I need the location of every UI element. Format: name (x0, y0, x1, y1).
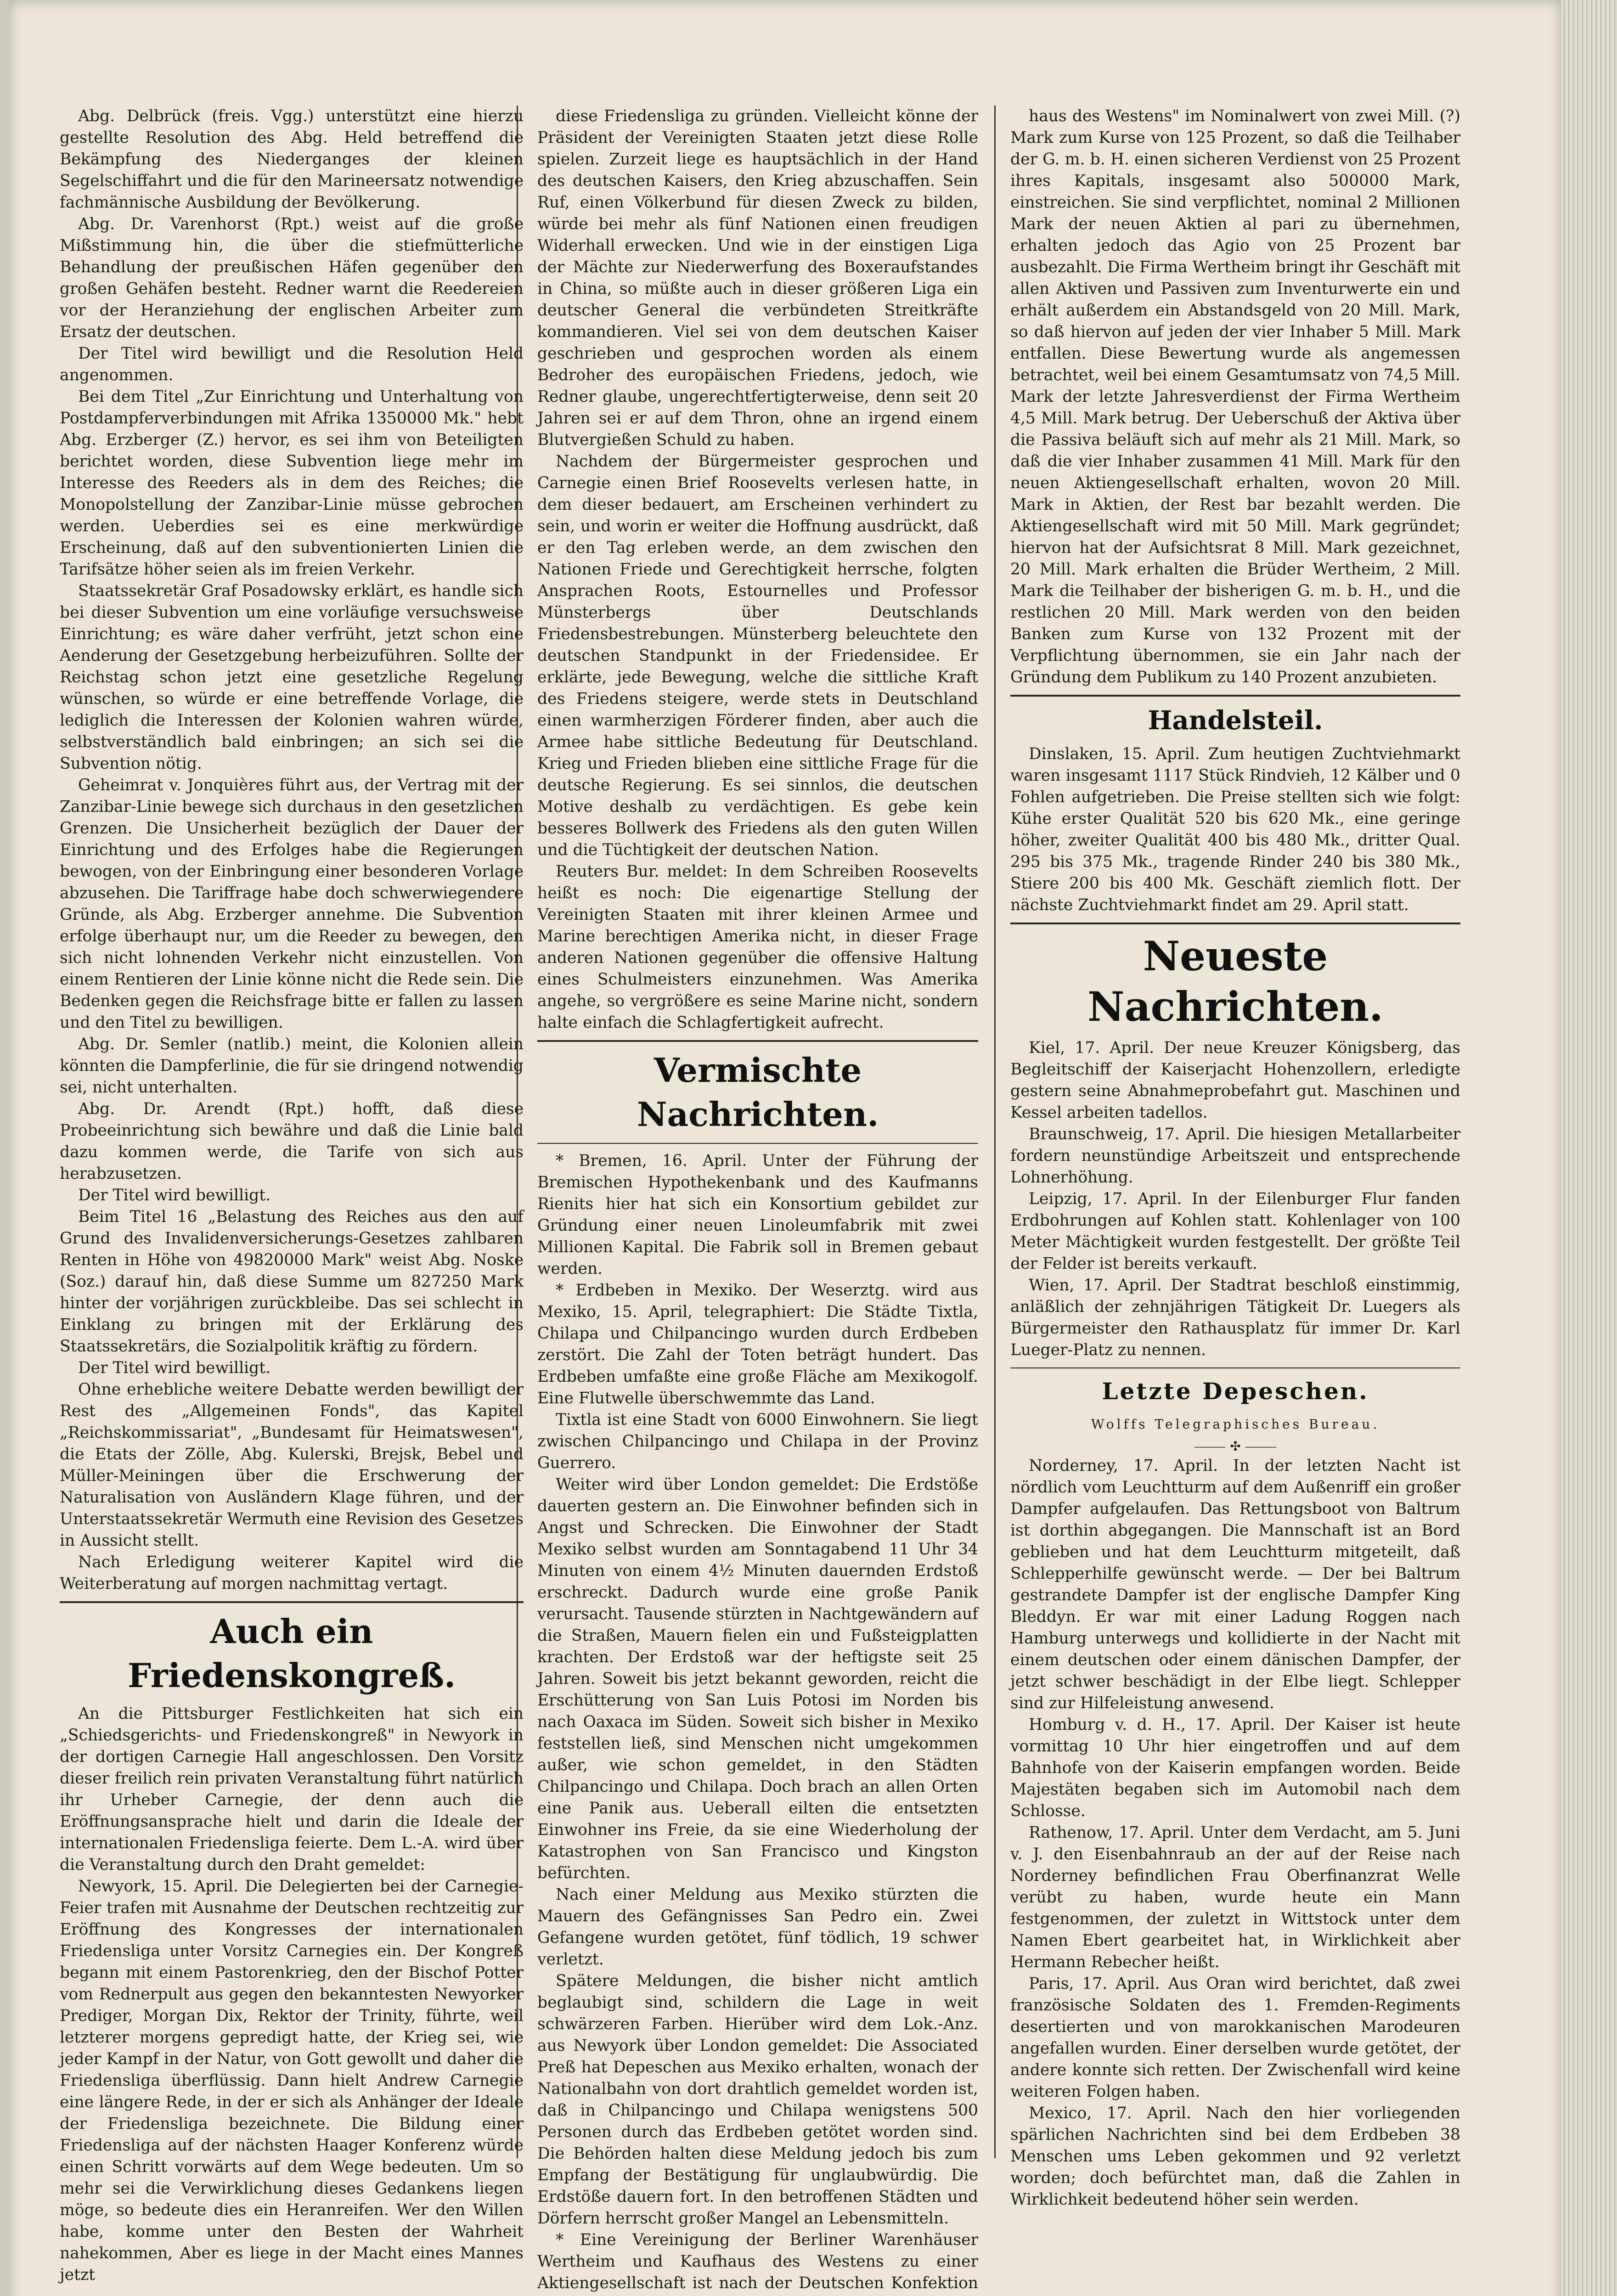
paragraph: Homburg v. d. H., 17. April. Der Kaiser ist heute vormittag 10 Uhr hier eingetroffen und auf dem Bahnhofe von der Kaiserin empfangen worden. Beide Majestäten begaben sich im Automobil nach dem Schlosse. (1010, 1716, 1460, 1820)
paragraph: haus des Westens" im Nominalwert von zwei Mill. (?) Mark zum Kurse von 125 Prozent, so daß die Teilhaber der G. m. b. H. einen sicheren Verdienst von 25 Prozent ihres Kapitals, insgesamt also 500000 Mark, einstreichen. Sie sind verpflichtet, nominal 2 Millionen Mark der neuen Aktien al pari zu übernehmen, erhalten jedoch das Agio von 25 Prozent bar ausbezahlt. Die Firma Wertheim bringt ihr Geschäft mit allen Aktiven und Passiven zum Inventurwerte ein und erhält außerdem ein Abstandsgeld von 20 Mill. Mark, so daß hiervon auf jeden der vier Inhaber 5 Mill. Mark entfallen. Diese Bewertung wurde als angemessen betrachtet, weil bei einem Gesamtumsatz von 74,5 Mill. Mark der letzte Jahresverdienst der Firma Wertheim 4,5 Mill. Mark betrug. Der Ueberschuß der Aktiva über die Passiva beläuft sich auf mehr als 21 Mill. Mark, so daß die vier Inhaber zusammen 41 Mill. Mark für den neuen Aktiengesellschaft erhalten, wovon 20 Mill. Mark in Aktien, der Rest bar bezahlt werden. Die Aktiengesellschaft wird mit 50 Mill. Mark gegründet; hiervon hat der Aufsichtsrat 8 Mill. Mark gezeichnet, 20 Mill. Mark erhalten die Brüder Wertheim, 2 Mill. Mark die Teilhaber der bisherigen G. m. b. H., und die restlichen 20 Mill. Mark werden von den beiden Banken zum Kurse von 132 Prozent mit der Verpflichtung übernommen, sie ein Jahr nach der Gründung dem Publikum zu 140 Prozent anzubieten. (1010, 107, 1460, 687)
section-divider (60, 1601, 524, 1603)
paragraph: Staatssekretär Graf Posadowsky erklärt, es handle sich bei dieser Subvention um eine vorläufige versuchsweise Einrichtung; es wäre daher verfrüht, jetzt schon eine Aenderung der Gesetzgebung herbeizuführen. Sollte der Reichstag schon jetzt eine gesetzliche Regelung wünschen, so würde er eine betreffende Vorlage, die lediglich die Interessen der Kolonien wahren würde, selbstverständlich bald einbringen; an sich sei die Subvention nötig. (60, 582, 524, 773)
paragraph: An die Pittsburger Festlichkeiten hat sich ein „Schiedsgerichts- und Friedenskongreß" in Newyork in der dortigen Carnegie Hall angeschlossen. Den Vorsitz dieser freilich rein privaten Veranstaltung führt natürlich ihr Urheber Carnegie, der denn auch die Eröffnungsansprache hielt und darin die Ideale der internationalen Friedensliga feierte. Dem L.-A. wird über die Veranstaltung durch den Draht gemeldet: (60, 1705, 524, 1874)
column-left (60, 106, 524, 2286)
section-divider (1010, 1367, 1460, 1368)
book-page-edges (1561, 0, 1617, 2296)
paragraph: Ohne erhebliche weitere Debatte werden bewilligt der Rest des „Allgemeinen Fonds", das Kapitel „Reichskommissariat", „Bundesamt für Heimatswesen", die Etats der Zölle, Abg. Kulerski, Brejsk, Bebel und Müller-Meiningen über die Erschwerung der Naturalisation von Ausländern Klage führen, und der Unterstaatssekretär Wermuth eine Revision des Gesetzes in Aussicht stellt. (60, 1380, 524, 1550)
paragraph: Leipzig, 17. April. In der Eilenburger Flur fanden Erdbohrungen auf Kohlen statt. Kohlenlager von 100 Meter Mächtigkeit wurden festgestellt. Der größte Teil der Felder ist bereits verkauft. (1010, 1190, 1460, 1273)
paragraph: Mexico, 17. April. Nach den hier vorliegenden spärlichen Nachrichten sind bei dem Erdbeben 38 Menschen ums Leben gekommen und 92 verletzt worden; doch befürchtet man, daß die Zahlen in Wirklichkeit bedeutend höher sein werden. (1010, 2104, 1460, 2209)
column-rule-right (994, 106, 996, 2158)
fleuron-ornament: ⸻ ✣ ⸻ (1194, 1439, 1277, 1454)
newspaper-page (9, 0, 1561, 2296)
paragraph: Spätere Meldungen, die bisher nicht amtlich beglaubigt sind, schildern die Lage in weit schwärzeren Farben. Hierüber wird dem Lok.-Anz. aus Newyork über London gemeldet: Die Associated Preß hat Depeschen aus Mexiko erhalten, wonach der Nationalbahn von dort drahtlich gemeldet worden ist, daß in Chilpancingo und Chilapa wenigstens 500 Personen durch das Erdbeben getötet worden sind. Die Behörden halten diese Meldung jedoch bis zum Empfang der Bestätigung für unglaubwürdig. Die Erdstöße dauern fort. In den betroffenen Städten und Dörfern herrscht großer Mangel an Lebensmitteln. (537, 1972, 978, 2228)
paragraph: Braunschweig, 17. April. Die hiesigen Metallarbeiter fordern neunstündige Arbeitszeit und entsprechende Lohnerhöhung. (1010, 1125, 1460, 1187)
paragraph: Bei dem Titel „Zur Einrichtung und Unterhaltung von Postdampferverbindungen mit Afrika 1350000 Mk." hebt Abg. Erzberger (Z.) hervor, es sei ihm von Beteiligten berichtet worden, diese Subvention liege mehr im Interesse des Reeders als in dem des Reiches; die Monopolstellung der Zanzibar-Linie müsse gebrochen werden. Ueberdies sei es eine merkwürdige Erscheinung, daß auf den subventionierten Linien die Tarifsätze höher seien als im freien Verkehr. (60, 388, 524, 579)
section-divider (1010, 923, 1460, 924)
paragraph: Abg. Delbrück (freis. Vgg.) unterstützt eine hierzu gestellte Resolution des Abg. Held betreffend die Bekämpfung des Niederganges der kleinen Segelschiffahrt und die für den Marineersatz notwendige fachmännische Ausbildung der Bevölkerung. (60, 107, 524, 212)
paragraph: Nach Erledigung weiterer Kapitel wird die Weiterberatung auf morgen nachmittag vertagt. (60, 1553, 524, 1593)
paragraph: Geheimrat v. Jonquières führt aus, der Vertrag mit der Zanzibar-Linie bewege sich durchaus in den gesetzlichen Grenzen. Die Unsicherheit bezüglich der Dauer der Einrichtung und des Erfolges habe die Regierungen bewogen, von der Einbringung einer besonderen Vorlage abzusehen. Die Tariffrage habe doch schwerwiegendere Gründe, als Abg. Erzberger annehme. Die Subvention erfolge überhaupt nur, um die Reeder zu bewegen, den sich nicht lohnenden Verkehr nicht einzustellen. Von einem Rentieren der Linie könne nicht die Rede sein. Die Bedenken gegen die Reichsfrage bitte er fallen zu lassen und den Titel zu bewilligen. (60, 776, 524, 1032)
paragraph: * Bremen, 16. April. Unter der Führung der Bremischen Hypothekenbank und des Kaufmanns Rienits hier hat sich ein Konsortium gebildet zur Gründung einer neuen Linoleumfabrik mit zwei Millionen Kapital. Die Fabrik soll in Bremen gebaut werden. (537, 1152, 978, 1278)
section-divider (537, 1040, 978, 1042)
section-divider (537, 1143, 978, 1144)
paragraph: * Erdbeben in Mexiko. Der Weserztg. wird aus Mexiko, 15. April, telegraphiert: Die Städte Tixtla, Chilapa und Chilpancingo wurden durch Erdbeben zerstört. Die Zahl der Toten beträgt hundert. Das Erdbeben umfaßte eine große Fläche am Mexikogolf. Eine Flutwelle überschwemmte das Land. (537, 1281, 978, 1407)
paragraph: Wien, 17. April. Der Stadtrat beschloß einstimmig, anläßlich der zehnjährigen Tätigkeit Dr. Luegers als Bürgermeister den Rathausplatz für immer Dr. Karl Lueger-Platz zu nennen. (1010, 1276, 1460, 1359)
column-middle (524, 106, 992, 2296)
heading-vermischte-nachrichten: Vermischte Nachrichten. (637, 1051, 879, 1134)
heading-handelsteil: Handelsteil. (1148, 705, 1323, 736)
heading-neueste-nachrichten: Neueste Nachrichten. (1087, 932, 1383, 1030)
paragraph: Beim Titel 16 „Belastung des Reiches aus den auf Grund des Invalidenversicherungs-Gesetzes zahlbaren Renten in Höhe von 49820000 Mark" weist Abg. Noske (Soz.) darauf hin, daß diese Summe um 827250 Mark hinter der vorjährigen zurückbleibe. Das sei schlecht in Einklang zu bringen mit der Erklärung des Staatssekretärs, die Sozialpolitik kräftig zu fördern. (60, 1208, 524, 1356)
paragraph: Tixtla ist eine Stadt von 6000 Einwohnern. Sie liegt zwischen Chilpancingo und Chilapa in der Provinz Guerrero. (537, 1411, 978, 1472)
paragraph: Der Titel wird bewilligt und die Resolution Held angenommen. (60, 344, 524, 384)
paragraph: Rathenow, 17. April. Unter dem Verdacht, am 5. Juni v. J. den Eisenbahnraub an der auf der Reise nach Norderney befindlichen Frau Oberfinanzrat Welle verübt zu haben, wurde heute ein Mann festgenommen, der zuletzt in Wittstock unter dem Namen Ebert gearbeitet hat, in Wirklichkeit aber Hermann Rebecher heißt. (1010, 1823, 1460, 1971)
section-divider (1010, 695, 1460, 697)
paragraph: Nachdem der Bürgermeister gesprochen und Carnegie einen Brief Roosevelts verlesen hatte, in dem dieser bedauert, am Erscheinen verhindert zu sein, und worin er weiter die Hoffnung ausdrückt, daß er den Tag erleben werde, an dem zwischen den Nationen Friede und Gerechtigkeit herrsche, folgten Ansprachen Roots, Estournelles und Professor Münsterbergs über Deutschlands Friedensbestrebungen. Münsterberg beleuchtete den deutschen Standpunkt in der Friedensidee. Er erklärte, jede Bewegung, welche die sittliche Kraft des Friedens steigere, werde stets in Deutschland einen warmherzigen Förderer finden, aber auch die Armee habe sittliche Bedeutung für Deutschland. Krieg und Frieden blieben eine sittliche Frage für die deutsche Regierung. Es sei sinnlos, die deutschen Motive deshalb zu verdächtigen. Es gebe kein besseres Bollwerk des Friedens als den guten Willen und die Tüchtigkeit der deutschen Nation. (537, 452, 978, 859)
paragraph: Weiter wird über London gemeldet: Die Erdstöße dauerten gestern an. Die Einwohner befinden sich in Angst und Schrecken. Die Einwohner der Stadt Mexiko selbst wurden am Sonntagabend 11 Uhr 34 Minuten von einem 4½ Minuten dauernden Erdstoß erschreckt. Dadurch wurde eine große Panik verursacht. Tausende stürzten in Nachtgewändern auf die Straßen, Mauern fielen ein und Fußsteigplatten krachten. Der Erdstoß war der heftigste seit 25 Jahren. Soweit bis jetzt bekannt geworden, reicht die Erschütterung von San Luis Potosi im Norden bis nach Oaxaca im Süden. Soweit sich bisher in Mexiko feststellen ließ, sind Menschen nicht umgekommen außer, wie schon gemeldet, in den Städten Chilpancingo und Chilapa. Doch brach an allen Orten eine Panik aus. Ueberall eilten die entsetzten Einwohner ins Freie, da sie eine Wiederholung der Katastrophen von San Francisco und Kingston befürchten. (537, 1475, 978, 1882)
paragraph: diese Friedensliga zu gründen. Vielleicht könne der Präsident der Vereinigten Staaten jetzt diese Rolle spielen. Zurzeit liege es hauptsächlich in der Hand des deutschen Kaisers, den Krieg abzuschaffen. Sein Ruf, einen Völkerbund für diesen Zweck zu bilden, würde bei mehr als fünf Nationen einen freudigen Widerhall erwecken. Und wie in der einstigen Liga der Mächte zur Niederwerfung des Boxeraufstandes in China, so müßte auch in dieser größeren Liga ein deutscher General die verbündeten Streitkräfte kommandieren. Viel sei von dem deutschen Kaiser geschrieben und gesprochen worden als einem Bedroher des europäischen Friedens, jedoch, wie Redner glaube, ungerechtfertigterweise, denn seit 20 Jahren sei er auf dem Thron, ohne an irgend einem Blutvergießen Schuld zu haben. (537, 107, 978, 449)
paragraph: Der Titel wird bewilligt. (78, 1359, 271, 1377)
paragraph: Newyork, 15. April. Die Delegierten bei der Carnegie-Feier trafen mit Ausnahme der Deutschen rechtzeitig zur Eröffnung des Kongresses der internationalen Friedensliga unter Vorsitz Carnegies ein. Der Kongreß begann mit einem Pastorenkrieg, den der Bischof Potter vom Rednerpult aus gegen den bekanntesten Newyorker Prediger, Morgan Dix, Rektor der Trinity, führte, weil letzterer morgens gepredigt hatte, der Krieg sei, wie jeder Kampf in der Natur, von Gott gewollt und daher die Friedensliga überflüssig. Dann hielt Andrew Carnegie eine längere Rede, in der er sich als Anhänger der Ideale der Friedensliga bezeichnete. Die Bildung einer Friedensliga auf der nächsten Haager Konferenz würde einen Schritt vorwärts auf dem Wege bedeuten. Um so mehr sei die Verwirklichung dieses Gedankens liegen möge, so bedeute dies ein Heranreifen. Wer den Willen habe, komme unter den Besten der Wahrheit nahekommen, Aber es liege in der Macht eines Mannes jetzt (60, 1877, 524, 2284)
paragraph: Abg. Dr. Varenhorst (Rpt.) weist auf die große Mißstimmung hin, die über die stiefmütterliche Behandlung der preußischen Häfen gegenüber den großen Gehäfen besteht. Redner warnt die Reedereien vor der Heranziehung der englischen Arbeiter zum Ersatz der deutschen. (60, 215, 524, 341)
column-right (1001, 106, 1470, 2211)
paragraph: * Eine Vereinigung der Berliner Warenhäuser Wertheim und Kaufhaus des Westens zu einer Aktiengesellschaft ist nach der Deutschen Konfektion (537, 2231, 978, 2292)
subheading-wolff-bureau: Wolffs Telegraphisches Bureau. (1091, 1417, 1380, 1432)
paragraph: Paris, 17. April. Aus Oran wird berichtet, daß zwei französische Soldaten des 1. Fremden-Regiments desertierten und von marokkanischen Marodeuren angefallen wurden. Einer derselben wurde getötet, der andere konnte sich retten. Der Zwischenfall wird keine weiteren Folgen haben. (1010, 1975, 1460, 2101)
heading-letzte-depeschen: Letzte Depeschen. (1102, 1378, 1369, 1405)
paragraph: Abg. Dr. Arendt (Rpt.) hofft, daß diese Probeeinrichtung sich bewähre und daß die Linie bald dazu kommen werde, die Tarife von sich aus herabzusetzen. (60, 1100, 524, 1183)
paragraph: Norderney, 17. April. In der letzten Nacht ist nördlich vom Leuchtturm auf dem Außenriff ein großer Dampfer aufgelaufen. Das Rettungsboot von Baltrum ist dorthin abgegangen. Die Mannschaft ist an Bord geblieben und hat dem Leuchtturm mitgeteilt, daß Schlepperhilfe gewünscht werde. — Der bei Baltrum gestrandete Dampfer ist der englische Dampfer King Bleddyn. Er war mit einer Ladung Roggen nach Hamburg unterwegs und kollidierte in der Nacht mit einem deutschen oder einem dänischen Dampfer, der jetzt schwer beschädigt in der Elbe liegt. Schlepper sind zur Hilfeleistung anwesend. (1010, 1457, 1460, 1712)
paragraph: Nach einer Meldung aus Mexiko stürzten die Mauern des Gefängnisses San Pedro ein. Zwei Gefangene wurden getötet, fünf tödlich, 19 schwer verletzt. (537, 1885, 978, 1969)
paragraph: Reuters Bur. meldet: In dem Schreiben Roosevelts heißt es noch: Die eigenartige Stellung der Vereinigten Staaten mit ihrer kleinen Armee und Marine berechtigen Amerika nicht, in dieser Frage anderen Nationen gegenüber die offensive Haltung eines Schulmeisters einzunehmen. Was Amerika angehe, so vergrößere es seine Marine nicht, sondern halte einfach die Schlagfertigkeit aufrecht. (537, 862, 978, 1032)
paragraph: Abg. Dr. Semler (natlib.) meint, die Kolonien allein könnten die Dampferlinie, die für sie dringend notwendig sei, nicht unterhalten. (60, 1035, 524, 1097)
paragraph: Der Titel wird bewilligt. (78, 1186, 271, 1204)
paragraph: Dinslaken, 15. April. Zum heutigen Zuchtviehmarkt waren insgesamt 1117 Stück Rindvieh, 12 Kälber und 0 Fohlen aufgetrieben. Die Preise stellten sich wie folgt: Kühe erster Qualität 520 bis 620 Mk., eine geringe höher, zweiter Qualität 400 bis 480 Mk., dritter Qual. 295 bis 375 Mk., tragende Rinder 240 bis 380 Mk., Stiere 200 bis 400 Mk. Geschäft ziemlich flott. Der nächste Zuchtviehmarkt findet am 29. April statt. (1010, 745, 1460, 914)
paragraph: Kiel, 17. April. Der neue Kreuzer Königsberg, das Begleitschiff der Kaiserjacht Hohenzollern, erledigte gestern seine Abnahmeprobefahrt gut. Maschinen und Kessel arbeiten tadellos. (1010, 1039, 1460, 1122)
heading-friedenskongress: Auch ein Friedenskongreß. (127, 1612, 456, 1695)
